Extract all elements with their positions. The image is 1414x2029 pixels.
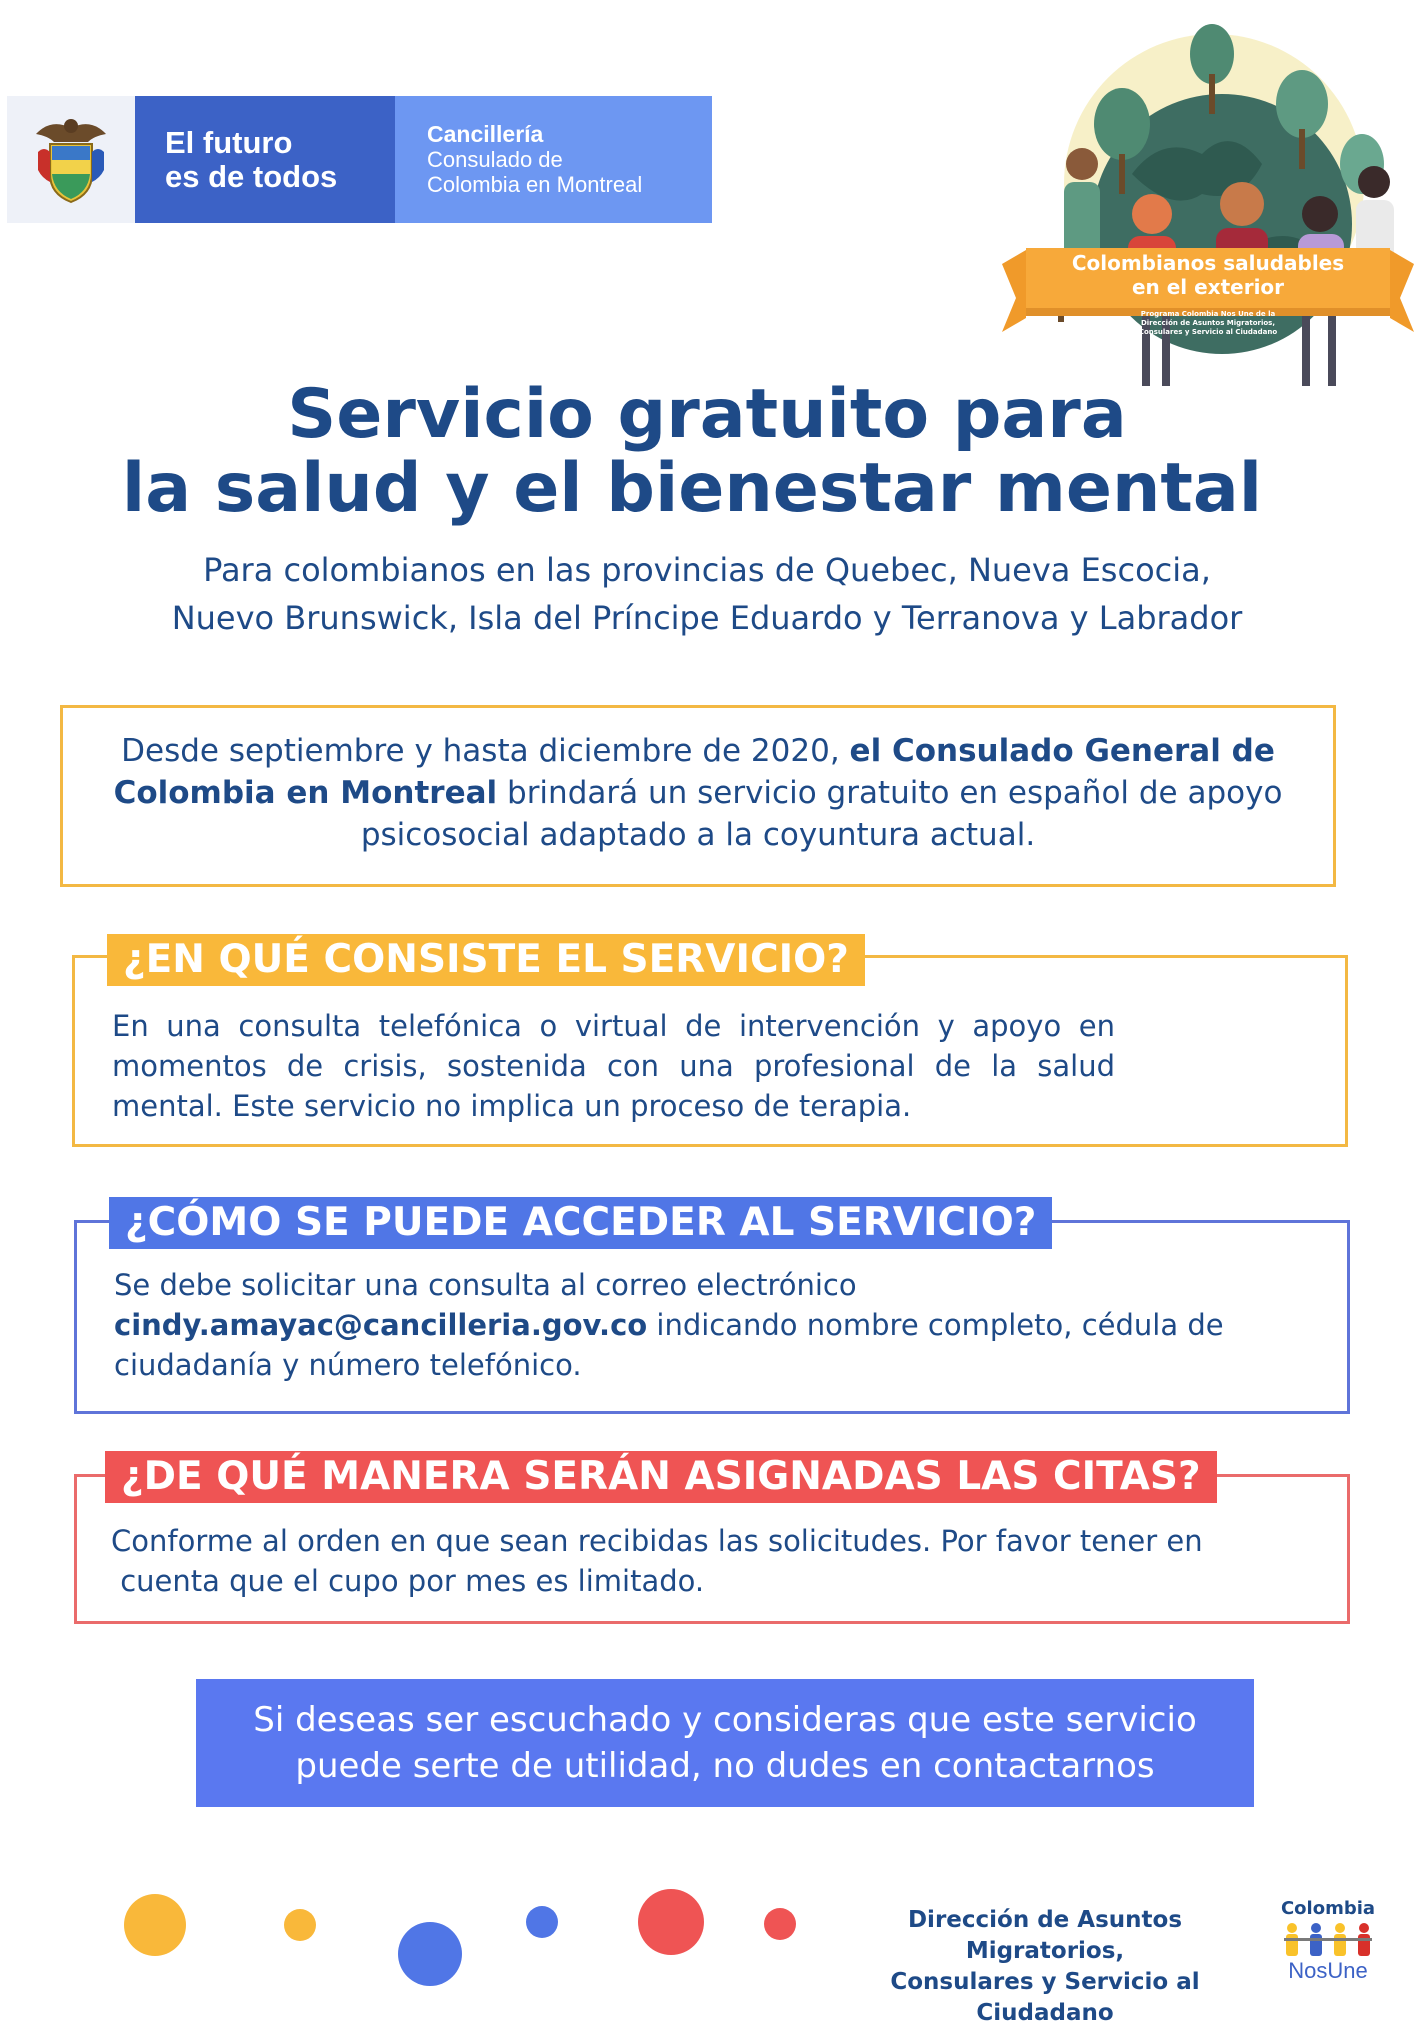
section-heading: ¿CÓMO SE PUEDE ACCEDER AL SERVICIO? [109, 1197, 1052, 1249]
decorative-dot-blue-large [398, 1922, 462, 1986]
intro-box [60, 705, 1336, 887]
section-heading: ¿DE QUÉ MANERA SERÁN ASIGNADAS LAS CITAS? [105, 1451, 1217, 1503]
consulate-line-3: Colombia en Montreal [427, 172, 643, 197]
future-line-1: El futuro [165, 124, 293, 160]
section-heading: ¿EN QUÉ CONSISTE EL SERVICIO? [107, 934, 865, 986]
ribbon-line-2: en el exterior [1131, 275, 1285, 299]
section-what-is-service [72, 937, 1348, 1147]
section-how-to-access [74, 1200, 1350, 1414]
globe-people-illustration [1002, 14, 1414, 406]
ribbon-line-1: Colombianos saludables [1071, 251, 1345, 275]
appointments-text-line-1: Conforme al orden en que sean recibidas las solicitudes. Por favor tener en [111, 1524, 1203, 1558]
title-line-2: la salud y el bienestar mental [121, 449, 1263, 528]
footer-directorate [830, 1905, 1260, 2029]
access-text-after: indicando nombre completo, cédula de ciudadanía y número telefónico. [114, 1308, 1224, 1382]
decorative-dot-red-large [638, 1889, 704, 1955]
subtitle-line-1: Para colombianos en las provincias de Quebec, Nueva Escocia, [203, 551, 1211, 589]
nosune-logo-title: Colombia [1280, 1898, 1376, 1919]
future-slogan [135, 96, 395, 223]
section-text [111, 1521, 1310, 1601]
cta-line-1: Si deseas ser escuchado y consideras que este servicio [253, 1700, 1197, 1740]
footer-line-2: Consulares y Servicio al Ciudadano [890, 1969, 1200, 2026]
footer-line-1: Dirección de Asuntos Migratorios, [907, 1907, 1183, 1964]
decorative-dot-orange-large [124, 1894, 186, 1956]
section-text: En una consulta telefónica o virtual de intervención y apoyo en momentos de crisis, sostenida con una profesional de la salud mental. Este servicio no implica un proceso de terapia. [112, 1009, 1115, 1123]
healthy-colombians-illustration [1002, 14, 1414, 406]
appointments-text-line-2: cuenta que el cupo por mes es limitado. [111, 1564, 705, 1598]
section-text [114, 1265, 1310, 1385]
decorative-dot-red-small [764, 1908, 796, 1940]
decorative-dot-orange-small [284, 1909, 316, 1941]
cta-line-2: puede serte de utilidad, no dudes en contactarnos [295, 1746, 1155, 1786]
decorative-dot-blue-small [526, 1906, 558, 1938]
colombia-nos-une-logo [1276, 1898, 1380, 1990]
coat-of-arms-box [7, 96, 135, 223]
intro-text-part-1: Desde septiembre y hasta diciembre de 2020, [121, 733, 850, 769]
section-how-appointments-assigned [74, 1454, 1350, 1624]
subtitle-line-2: Nuevo Brunswick, Isla del Príncipe Eduardo y Terranova y Labrador [171, 599, 1243, 637]
consulate-line-2: Consulado de [427, 147, 563, 172]
contact-email-link[interactable]: cindy.amayac@cancilleria.gov.co [114, 1308, 648, 1342]
future-line-2: es de todos [165, 158, 338, 194]
badge-small-text: Programa Colombia Nos Une de la Dirección de Asuntos Migratorios, Consulares y Servicio al Ciudadano [1138, 310, 1278, 336]
intro-text-part-2: brindará un servicio gratuito en español de apoyo psicosocial adaptado a la coyuntura actual. [360, 775, 1283, 853]
page-subtitle [0, 546, 1414, 642]
consulate-logo-banner [7, 96, 712, 223]
access-text-before: Se debe solicitar una consulta al correo electrónico [114, 1268, 857, 1302]
contact-call-to-action [196, 1679, 1254, 1807]
consulate-line-1: Cancillería [427, 121, 544, 147]
page-title [0, 375, 1414, 528]
nosune-logo-word: NosUne [1288, 1958, 1368, 1983]
intro-text-bold: el Consulado General de Colombia en Montreal [113, 733, 1275, 811]
consulate-name [395, 96, 712, 223]
people-figures-icon [1282, 1922, 1374, 1958]
title-line-1: Servicio gratuito para [287, 375, 1127, 454]
coat-of-arms-icon [26, 112, 116, 208]
